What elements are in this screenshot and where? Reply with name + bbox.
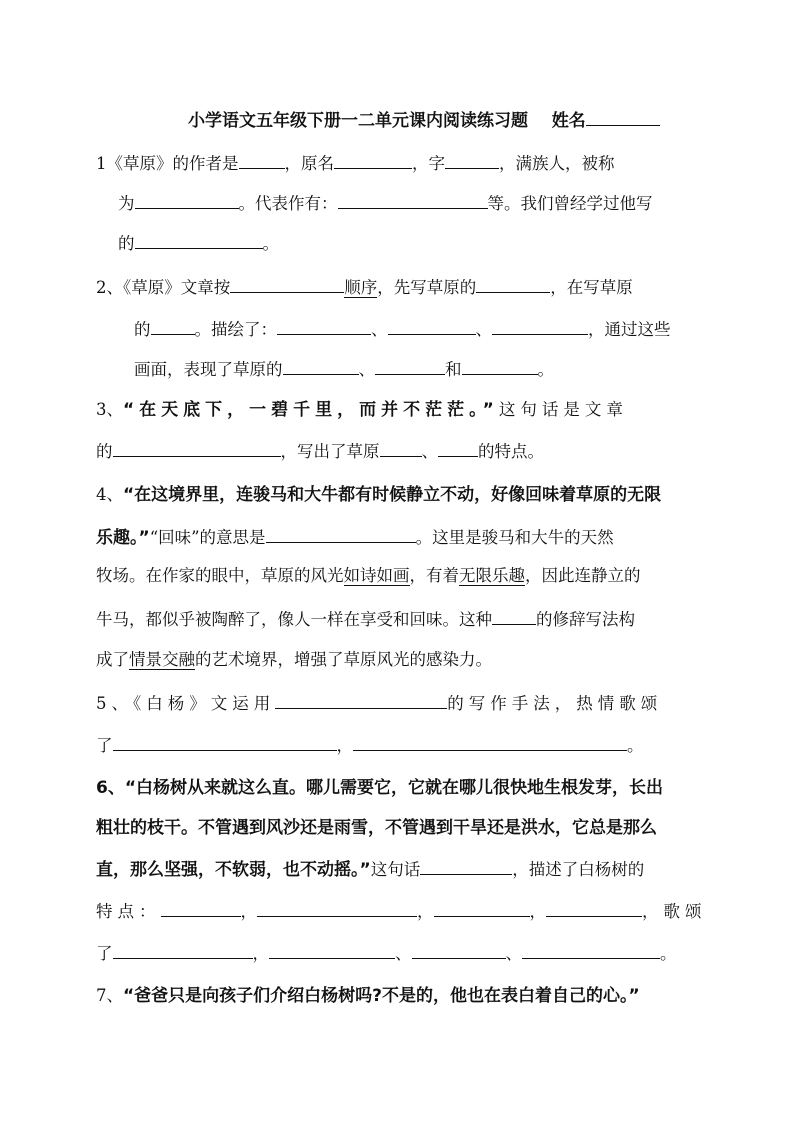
q3-quote: “在天底下，一碧千里，而并不茫茫。” xyxy=(123,400,499,420)
q6-blank-trait3[interactable] xyxy=(434,898,530,917)
q6-blank-trait2[interactable] xyxy=(257,898,417,917)
q2-blank-trait1[interactable] xyxy=(283,356,359,375)
q2-line1: 2、《草原》文章按 顺序，先写草原的 ，在写草原 xyxy=(96,274,633,300)
q6-line3: 直，那么坚强，不软弱，也不动摇。”这句话 ，描述了白杨树的 xyxy=(96,856,644,882)
page-title xyxy=(188,106,660,131)
q3-line1: 3、“在天底下，一碧千里，而并不茫茫。”这句话是文章 xyxy=(96,400,628,420)
q1-blank-courtesy-name[interactable] xyxy=(445,150,499,169)
q6-line4: 特点： ， ， ， ，歌颂 xyxy=(96,898,707,924)
q1-blank-original-name[interactable] xyxy=(334,150,412,169)
q1-line3: 的 。 xyxy=(118,230,279,256)
q6-blank-method[interactable] xyxy=(420,856,512,875)
q6-line5: 了 ， 、 、 。 xyxy=(96,940,677,966)
q5-line2: 了 ， 。 xyxy=(96,732,644,758)
q4-line2: 乐趣。”“回味”的意思是 。这里是骏马和大牛的天然 xyxy=(96,524,614,550)
q2-blank-then[interactable] xyxy=(151,316,195,335)
q6-line2: 粗壮的枝干。不管遇到风沙还是雨雪，不管遇到干旱还是洪水，它总是那么 xyxy=(96,818,657,838)
q7-quote: “爸爸只是向孩子们介绍白杨树吗?不是的，他也在表白着自己的心。” xyxy=(123,986,640,1006)
q6-blank-trait4[interactable] xyxy=(546,898,642,917)
q6-blank-praise4[interactable] xyxy=(522,940,660,959)
q3-line2: 的 ，写出了草原 、 的特点。 xyxy=(96,438,544,464)
q1-blank-works[interactable] xyxy=(338,190,488,209)
q6-blank-praise3[interactable] xyxy=(412,940,506,959)
name-blank[interactable] xyxy=(586,111,660,126)
name-label: 姓名 xyxy=(551,111,586,131)
q2-blank-first[interactable] xyxy=(476,274,550,293)
q1-blank-title[interactable] xyxy=(135,190,239,209)
q4-line3: 牧场。在作家的眼中，草原的风光如诗如画，有着无限乐趣，因此连静立的 xyxy=(96,566,641,585)
q2-blank-scene3[interactable] xyxy=(492,316,588,335)
q1-line2: 为 。代表作有： 等。我们曾经学过他写 xyxy=(118,190,653,216)
q5-blank-praise1[interactable] xyxy=(113,732,337,751)
q2-line3: 画面，表现了草原的 、 和 。 xyxy=(134,356,554,382)
q6-line1 xyxy=(96,776,663,800)
q5-line1: 5、《白杨》文运用 的写作手法，热情歌颂 xyxy=(96,690,662,716)
q3-blank-trait1[interactable] xyxy=(380,438,422,457)
q2-blank-scene2[interactable] xyxy=(388,316,476,335)
q4-line5: 成了情景交融的艺术境界，增强了草原风光的感染力。 xyxy=(96,650,492,669)
q5-blank-technique[interactable] xyxy=(275,690,447,709)
q2-blank-trait3[interactable] xyxy=(462,356,538,375)
q4-blank-meaning[interactable] xyxy=(266,524,416,543)
q2-line2: 的 。描绘了： 、 、 ，通过这些 xyxy=(134,316,671,342)
q6-blank-praise2[interactable] xyxy=(269,940,395,959)
q6-blank-praise1[interactable] xyxy=(113,940,253,959)
q6-quote: 6、“白杨树从来就这么直。哪儿需要它，它就在哪儿很快地生根发芽，长出 xyxy=(96,778,663,798)
q4-line1: 4、“在这境界里，连骏马和大牛都有时候静立不动，好像回味着草原的无限 xyxy=(96,485,662,505)
q1-blank-author[interactable] xyxy=(239,150,285,169)
q1-blank-studied[interactable] xyxy=(135,230,263,249)
q2-blank-scene1[interactable] xyxy=(277,316,371,335)
q4-blank-rhetoric[interactable] xyxy=(492,606,536,625)
q7-line1: 7、“爸爸只是向孩子们介绍白杨树吗?不是的，他也在表白着自己的心。” xyxy=(96,986,640,1006)
q4-line4: 牛马，都似乎被陶醉了，像人一样在享受和回味。这种 的修辞写法构 xyxy=(96,606,635,632)
q1-line1: 1《草原》的作者是 ，原名 ，字 ，满族人，被称 xyxy=(96,150,615,176)
q3-blank-role[interactable] xyxy=(113,438,281,457)
q5-blank-praise2[interactable] xyxy=(353,732,627,751)
q6-blank-trait1[interactable] xyxy=(161,898,241,917)
q3-blank-trait2[interactable] xyxy=(438,438,478,457)
q4-quote: “在这境界里，连骏马和大牛都有时候静立不动，好像回味着草原的无限 xyxy=(123,485,662,505)
title-text: 小学语文五年级下册一二单元课内阅读练习题 xyxy=(188,111,528,131)
q2-blank-trait2[interactable] xyxy=(375,356,445,375)
q2-blank-order[interactable] xyxy=(230,274,344,293)
